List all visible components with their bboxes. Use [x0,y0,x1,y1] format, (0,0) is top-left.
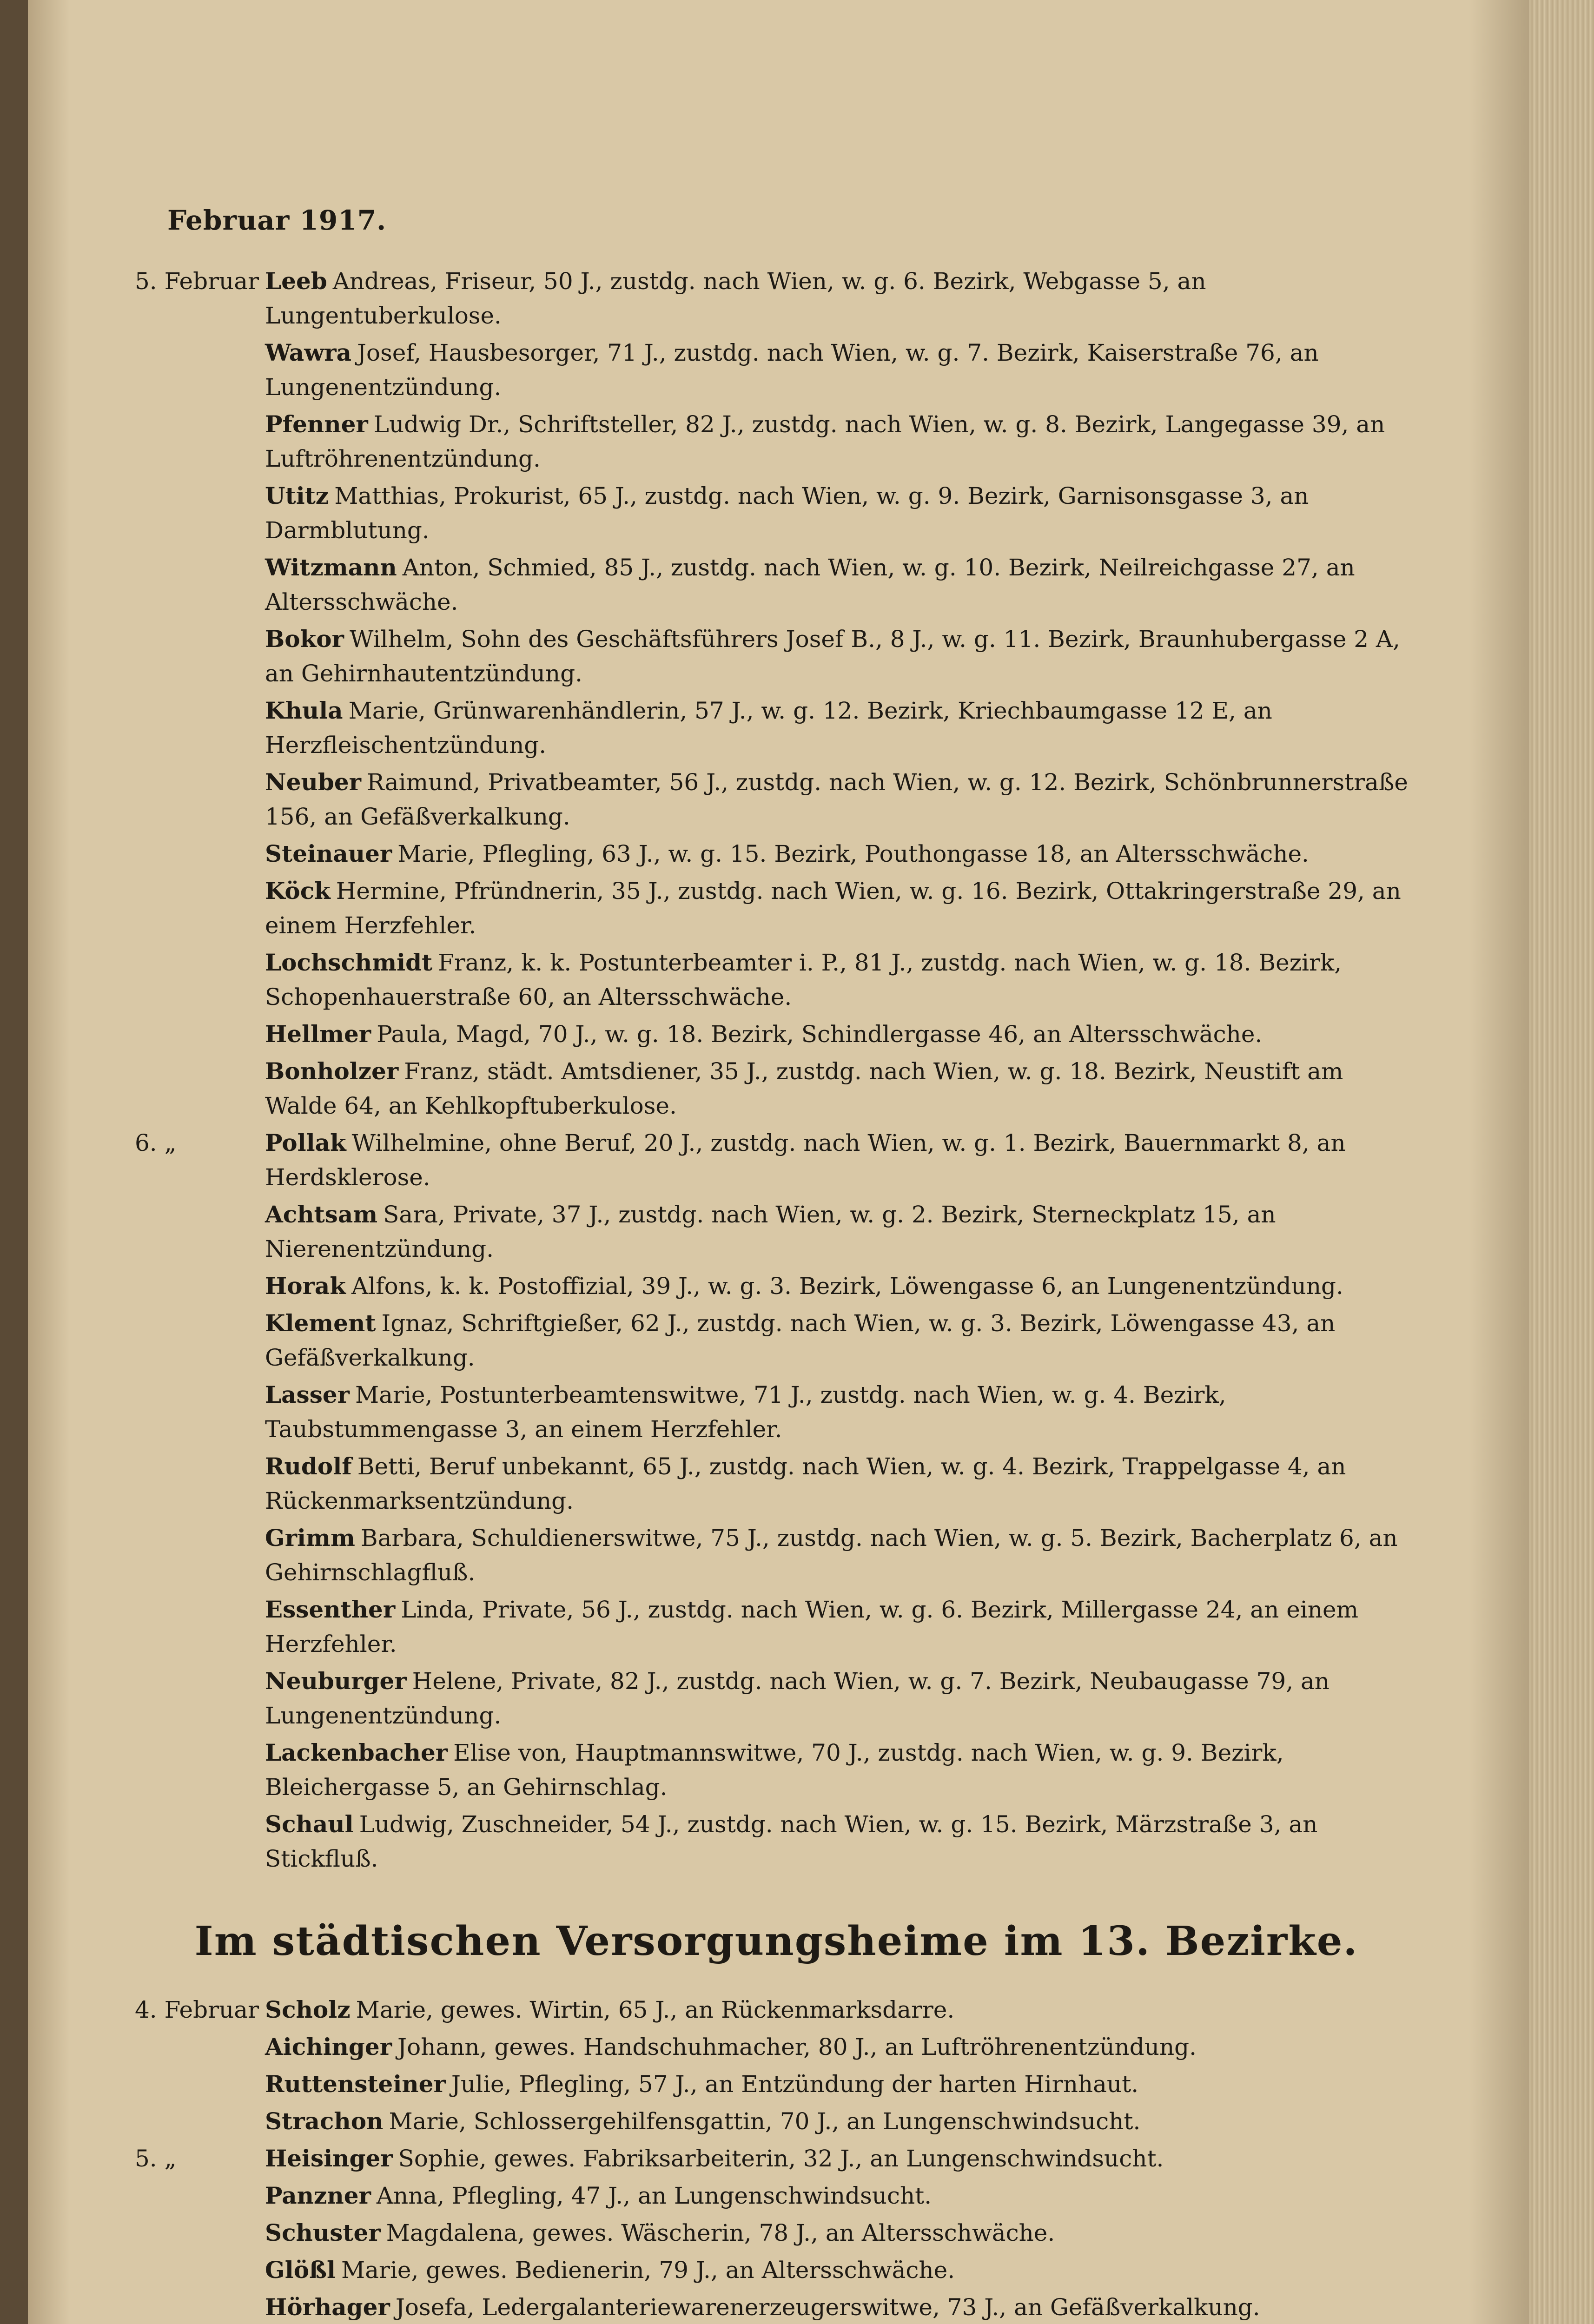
book-binding [0,0,28,2324]
death-entry [135,407,1418,476]
entry-surname: Essenther [265,1596,396,1623]
entry-surname: Lochschmidt [265,949,433,976]
entry-surname: Neuber [265,768,361,796]
entry-surname: Rudolf [265,1452,352,1480]
death-entry [135,1306,1418,1375]
death-entry [135,2104,1418,2139]
entry-details: Marie, Pflegling, 63 J., w. g. 15. Bezirk, Pouthongasse 18, an Altersschwäche. [397,840,1309,867]
death-entry [135,2179,1418,2213]
entry-details: Paula, Magd, 70 J., w. g. 18. Bezirk, Schindlergasse 46, an Altersschwäche. [377,1021,1263,1048]
entry-body [265,1807,1418,1876]
entry-surname: Klement [265,1309,376,1337]
page-content [135,205,1418,2324]
entry-details: Elise von, Hauptmannswitwe, 70 J., zustdg. nach Wien, w. g. 9. Bezirk, Bleichergasse 5, an Gehirnschlag. [265,1739,1284,1801]
entry-body [265,2179,1418,2213]
entry-surname: Ruttensteiner [265,2070,446,2098]
death-entry [135,2290,1418,2324]
entry-body [265,1197,1418,1266]
entry-body [265,1993,1418,2027]
entry-body [265,1306,1418,1375]
entry-details: Ignaz, Schriftgießer, 62 J., zustdg. nach Wien, w. g. 3. Bezirk, Löwengasse 43, an Gefäßverkalkung. [265,1310,1336,1371]
entry-date: 6. „ [135,1129,177,1156]
entry-details: Helene, Private, 82 J., zustdg. nach Wien, w. g. 7. Bezirk, Neubaugasse 79, an Lungenentzündung. [265,1668,1330,1729]
entry-surname: Schaul [265,1810,354,1838]
entry-details: Wilhelm, Sohn des Geschäftsführers Josef B., 8 J., w. g. 11. Bezirk, Braunhubergasse 2 A, an Gehirnhautentzündung. [265,626,1400,687]
entry-details: Linda, Private, 56 J., zustdg. nach Wien, w. g. 6. Bezirk, Millergasse 24, an einem Herzfehler. [265,1596,1358,1657]
death-entry [135,765,1418,834]
month-heading: Februar 1917. [167,205,387,236]
entry-body [265,1664,1418,1733]
entry-details: Magdalena, gewes. Wäscherin, 78 J., an Altersschwäche. [386,2219,1055,2246]
entry-body [265,2253,1418,2287]
entry-details: Franz, städt. Amtsdiener, 35 J., zustdg. nach Wien, w. g. 18. Bezirk, Neustift am Walde 64, an Kehlkopftuberkulose. [265,1058,1343,1119]
entry-surname: Khula [265,697,343,724]
death-entry [135,945,1418,1014]
entry-surname: Köck [265,877,331,905]
entry-body [265,693,1418,762]
entry-body [265,945,1418,1014]
entry-surname: Schuster [265,2219,381,2246]
entry-details: Barbara, Schuldienerswitwe, 75 J., zustdg. nach Wien, w. g. 5. Bezirk, Bacherplatz 6, an Gehirnschlagfluß. [265,1525,1398,1586]
entry-date: 5. „ [135,2145,177,2172]
entry-surname: Lackenbacher [265,1739,448,1766]
entry-surname: Bokor [265,625,344,653]
entry-surname: Steinauer [265,840,392,867]
entry-surname: Scholz [265,1996,351,2023]
entry-details: Hermine, Pfründnerin, 35 J., zustdg. nach Wien, w. g. 16. Bezirk, Ottakringerstraße 29, an einem Herzfehler. [265,878,1401,939]
entry-details: Anton, Schmied, 85 J., zustdg. nach Wien, w. g. 10. Bezirk, Neilreichgasse 27, an Altersschwäche. [265,554,1355,615]
entry-surname: Achtsam [265,1201,378,1228]
entry-surname: Utitz [265,482,329,509]
entry-surname: Hörhager [265,2293,390,2321]
entry-body [265,1054,1418,1123]
entry-surname: Horak [265,1272,346,1300]
death-entry [135,1993,1418,2027]
entry-details: Marie, gewes. Wirtin, 65 J., an Rückenmarksdarre. [356,1996,955,2023]
entry-details: Marie, Postunterbeamtenswitwe, 71 J., zustdg. nach Wien, w. g. 4. Bezirk, Taubstummengasse 3, an einem Herzfehler. [265,1381,1226,1443]
death-entry [135,1197,1418,1266]
death-entry [135,336,1418,404]
entry-body [265,1521,1418,1590]
death-entry [135,1269,1418,1303]
death-entry [135,1449,1418,1518]
entry-surname: Witzmann [265,554,397,581]
entry-details: Wilhelmine, ohne Beruf, 20 J., zustdg. nach Wien, w. g. 1. Bezirk, Bauernmarkt 8, an Herdsklerose. [265,1129,1346,1191]
death-entry [135,874,1418,943]
entry-body [265,1126,1418,1195]
entry-date: 5. Februar [135,268,259,295]
entry-date: 4. Februar [135,1996,259,2023]
entry-details: Alfons, k. k. Postoffizial, 39 J., w. g. 3. Bezirk, Löwengasse 6, an Lungenentzündung. [351,1273,1343,1300]
entry-details: Marie, Schlossergehilfensgattin, 70 J., an Lungenschwindsucht. [389,2108,1141,2135]
page-edges [1529,0,1594,2324]
entry-details: Josefa, Ledergalanteriewarenerzeugerswitwe, 73 J., an Gefäßverkalkung. [395,2294,1260,2321]
entry-details: Ludwig, Zuschneider, 54 J., zustdg. nach Wien, w. g. 15. Bezirk, Märzstraße 3, an Stickfluß. [265,1811,1318,1872]
death-entry [135,264,1418,333]
entry-details: Ludwig Dr., Schriftsteller, 82 J., zustdg. nach Wien, w. g. 8. Bezirk, Langegasse 39, an Luftröhrenentzündung. [265,411,1385,472]
entry-surname: Grimm [265,1524,355,1552]
death-entry [135,550,1418,619]
death-entry [135,622,1418,691]
entries-section-a [135,264,1418,1876]
entry-surname: Leeb [265,267,327,295]
entry-body [265,1378,1418,1446]
entry-details: Marie, Grünwarenhändlerin, 57 J., w. g. 12. Bezirk, Kriechbaumgasse 12 E, an Herzfleischentzündung. [265,697,1272,759]
entry-surname: Wawra [265,339,351,366]
death-entry [135,1592,1418,1661]
entries-section-b [135,1993,1418,2324]
entry-surname: Hellmer [265,1020,371,1048]
entry-body [265,1017,1418,1051]
death-entry [135,1736,1418,1804]
entry-body [265,2141,1418,2176]
entry-details: Betti, Beruf unbekannt, 65 J., zustdg. nach Wien, w. g. 4. Bezirk, Trappelgasse 4, an Rückenmarksentzündung. [265,1453,1346,1514]
death-entry [135,693,1418,762]
entry-surname: Pfenner [265,410,368,438]
death-entry [135,837,1418,871]
entry-details: Raimund, Privatbeamter, 56 J., zustdg. nach Wien, w. g. 12. Bezirk, Schönbrunnerstraße 156, an Gefäßverkalkung. [265,769,1408,830]
entry-body [265,2030,1418,2064]
entry-details: Sara, Private, 37 J., zustdg. nach Wien, w. g. 2. Bezirk, Sterneckplatz 15, an Nierenentzündung. [265,1201,1276,1262]
entry-body [265,2104,1418,2139]
death-entry [135,2030,1418,2064]
entry-details: Sophie, gewes. Fabriksarbeiterin, 32 J., an Lungenschwindsucht. [398,2145,1164,2172]
entry-details: Franz, k. k. Postunterbeamter i. P., 81 J., zustdg. nach Wien, w. g. 18. Bezirk, Schopenhauerstraße 60, an Altersschwäche. [265,949,1342,1010]
entry-surname: Heisinger [265,2145,393,2172]
entry-body [265,1449,1418,1518]
entry-body [265,407,1418,476]
death-entry [135,2141,1418,2176]
entry-body [265,336,1418,404]
death-entry [135,1521,1418,1590]
entry-body [265,874,1418,943]
entry-surname: Bonholzer [265,1057,399,1085]
entry-body [265,1736,1418,1804]
entry-surname: Neuburger [265,1667,407,1695]
document-page [28,0,1529,2324]
death-entry [135,1126,1418,1195]
entry-body [265,550,1418,619]
entry-details: Julie, Pflegling, 57 J., an Entzündung der harten Hirnhaut. [451,2071,1139,2098]
entry-body [265,264,1418,333]
entry-body [265,2216,1418,2250]
entry-body [265,622,1418,691]
section-title-versorgungsheim: Im städtischen Versorgungsheime im 13. Bezirke. [194,1918,1358,1965]
entry-surname: Aichinger [265,2033,392,2060]
entry-details: Matthias, Prokurist, 65 J., zustdg. nach Wien, w. g. 9. Bezirk, Garnisonsgasse 3, an Darmblutung. [265,482,1309,544]
entry-body [265,479,1418,548]
entry-surname: Glößl [265,2256,336,2284]
entry-body [265,765,1418,834]
entry-details: Andreas, Friseur, 50 J., zustdg. nach Wien, w. g. 6. Bezirk, Webgasse 5, an Lungentuberkulose. [265,268,1206,329]
death-entry [135,479,1418,548]
entry-body [265,2290,1418,2324]
death-entry [135,1807,1418,1876]
entry-surname: Panzner [265,2182,371,2209]
death-entry [135,1017,1418,1051]
entry-body [265,837,1418,871]
death-entry [135,2253,1418,2287]
entry-surname: Strachon [265,2107,384,2135]
entry-body [265,1592,1418,1661]
death-entry [135,2067,1418,2101]
death-entry [135,1664,1418,1733]
entry-body [265,1269,1418,1303]
death-entry [135,1054,1418,1123]
death-entry [135,2216,1418,2250]
death-entry [135,1378,1418,1446]
entry-body [265,2067,1418,2101]
entry-details: Johann, gewes. Handschuhmacher, 80 J., an Luftröhrenentzündung. [397,2034,1197,2060]
entry-surname: Pollak [265,1129,346,1156]
entry-details: Josef, Hausbesorger, 71 J., zustdg. nach Wien, w. g. 7. Bezirk, Kaiserstraße 76, an Lungenentzündung. [265,339,1319,401]
entry-details: Marie, gewes. Bedienerin, 79 J., an Altersschwäche. [341,2257,955,2284]
entry-surname: Lasser [265,1381,350,1408]
entry-details: Anna, Pflegling, 47 J., an Lungenschwindsucht. [376,2182,932,2209]
